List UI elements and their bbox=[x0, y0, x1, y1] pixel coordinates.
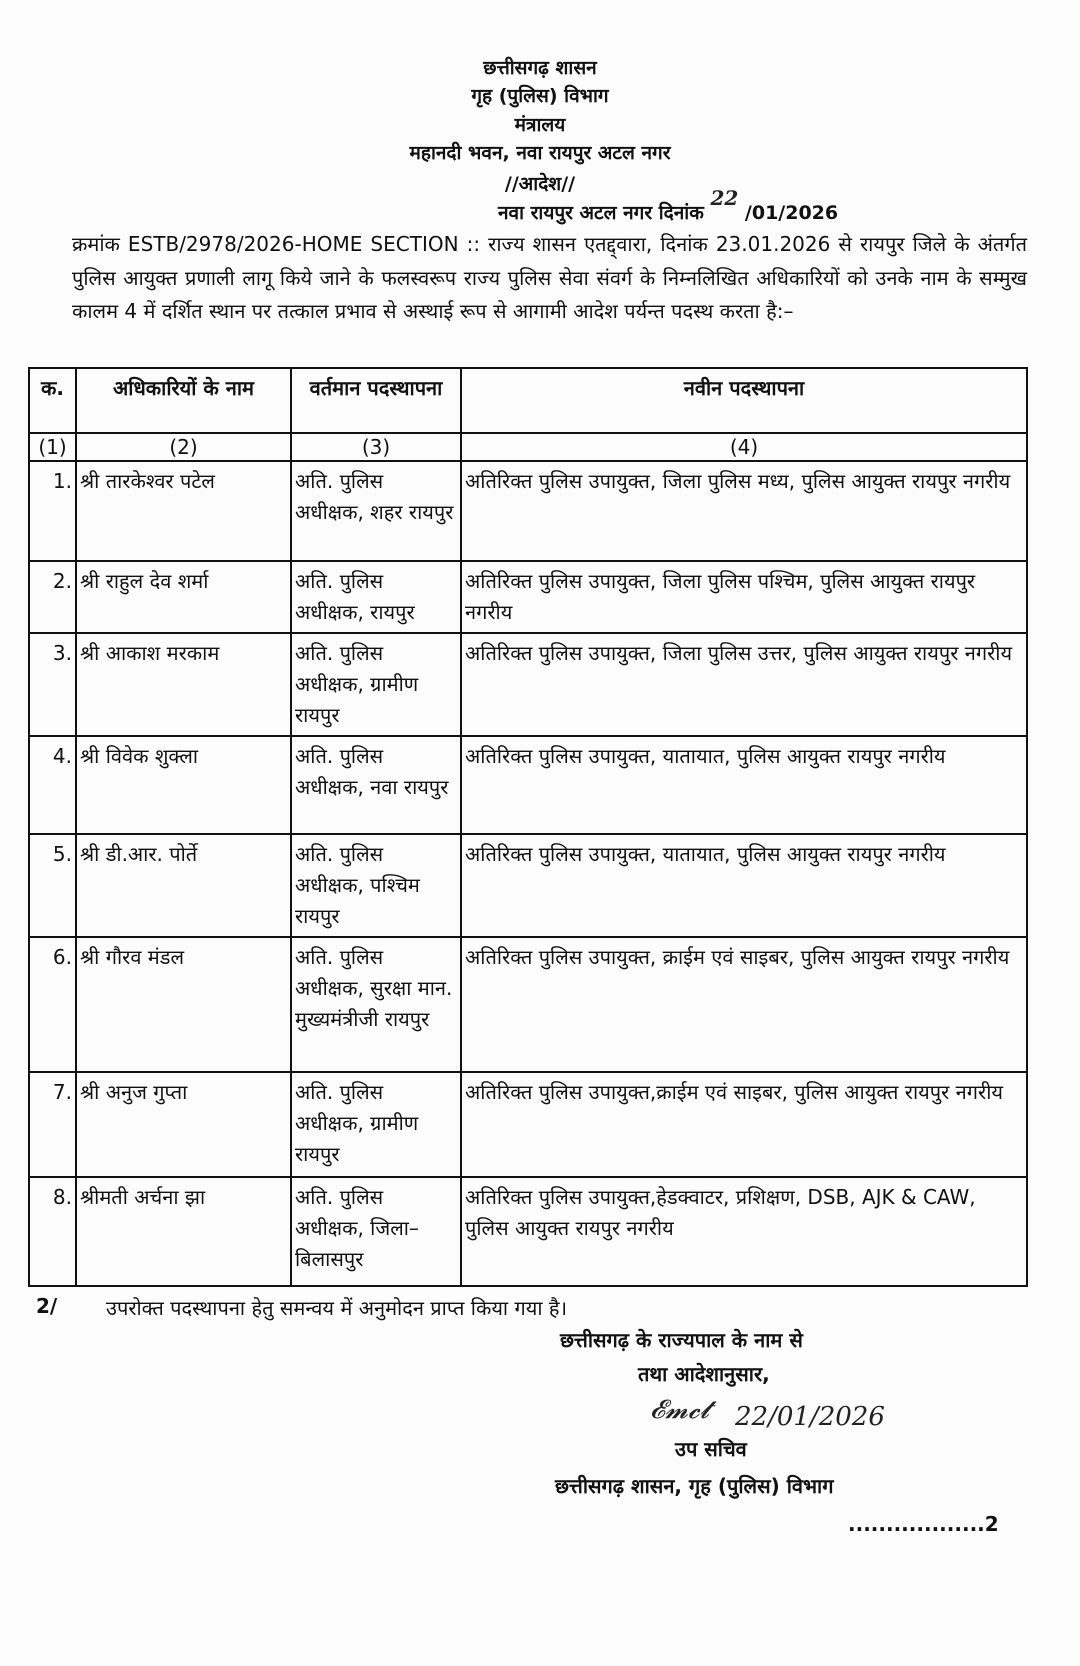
col-header-serial: क. bbox=[29, 368, 76, 433]
signatory-line2: तथा आदेशानुसार, bbox=[638, 1362, 770, 1386]
current-posting: अति. पुलिस अधीक्षक, सुरक्षा मान. मुख्यमंत्रीजी रायपुर bbox=[291, 937, 461, 1072]
new-posting: अतिरिक्त पुलिस उपायुक्त,हेडक्वाटर, प्रशिक्षण, DSB, AJK & CAW, पुलिस आयुक्त रायपुर नगरीय bbox=[461, 1177, 1027, 1286]
header-department: गृह (पुलिस) विभाग bbox=[471, 85, 609, 107]
row-serial: 7. bbox=[29, 1072, 76, 1177]
new-posting: अतिरिक्त पुलिस उपायुक्त, जिला पुलिस मध्य, पुलिस आयुक्त रायपुर नगरीय bbox=[461, 461, 1027, 561]
header-state: छत्तीसगढ़ शासन bbox=[483, 57, 597, 79]
point-text: उपरोक्त पदस्थापना हेतु समन्वय में अनुमोदन प्राप्त किया गया है। bbox=[106, 1296, 568, 1320]
current-posting: अति. पुलिस अधीक्षक, पश्चिम रायपुर bbox=[291, 834, 461, 937]
new-posting: अतिरिक्त पुलिस उपायुक्त, यातायात, पुलिस आयुक्त रायपुर नगरीय bbox=[461, 736, 1027, 834]
current-posting: अति. पुलिस अधीक्षक, ग्रामीण रायपुर bbox=[291, 633, 461, 736]
col-number: (2) bbox=[76, 433, 291, 461]
column-number-row bbox=[29, 433, 1027, 461]
current-posting: अति. पुलिस अधीक्षक, रायपुर bbox=[291, 561, 461, 633]
current-posting: अति. पुलिस अधीक्षक, जिला–बिलासपुर bbox=[291, 1177, 461, 1286]
posting-table bbox=[28, 367, 1028, 1287]
row-serial: 6. bbox=[29, 937, 76, 1072]
new-posting: अतिरिक्त पुलिस उपायुक्त, जिला पुलिस उत्तर, पुलिस आयुक्त रायपुर नगरीय bbox=[461, 633, 1027, 736]
officer-name: श्री विवेक शुक्ला bbox=[76, 736, 291, 834]
new-posting: अतिरिक्त पुलिस उपायुक्त, यातायात, पुलिस आयुक्त रायपुर नगरीय bbox=[461, 834, 1027, 937]
handwritten-signature: 𝓔𝓶𝓬𝓽 bbox=[650, 1395, 710, 1425]
date-day-handwritten: 22 bbox=[710, 186, 739, 210]
col-header-current: वर्तमान पदस्थापना bbox=[291, 368, 461, 433]
date-place: नवा रायपुर अटल नगर दिनांक bbox=[498, 202, 704, 224]
signature-date: 22/01/2026 bbox=[735, 1402, 885, 1432]
new-posting: अतिरिक्त पुलिस उपायुक्त, जिला पुलिस पश्चिम, पुलिस आयुक्त रायपुर नगरीय bbox=[461, 561, 1027, 633]
order-paragraph: क्रमांक ESTB/2978/2026-HOME SECTION :: राज्य शासन एतद्द्वारा, दिनांक 23.01.2026 से रायपुर जिले के अंतर्गत पुलिस आयुक्त प्रणाली लागू किये जाने के फलस्वरूप राज्य पुलिस सेवा संवर्ग के निम्नलिखित अधिकारियों को उनके नाम के सम्मुख कालम 4 में दर्शित स्थान पर तत्काल प्रभाव से अस्थाई रूप से आगामी आदेश पर्यन्त पदस्थ करता है:– bbox=[72, 232, 1027, 323]
row-serial: 5. bbox=[29, 834, 76, 937]
officer-name: श्री डी.आर. पोर्ते bbox=[76, 834, 291, 937]
order-date bbox=[498, 186, 839, 225]
table-row bbox=[29, 461, 1027, 561]
officer-name: श्री तारकेश्वर पटेल bbox=[76, 461, 291, 561]
table-row bbox=[29, 561, 1027, 633]
row-serial: 2. bbox=[29, 561, 76, 633]
order-title: //आदेश// bbox=[504, 173, 576, 195]
officer-name: श्रीमती अर्चना झा bbox=[76, 1177, 291, 1286]
col-number: (4) bbox=[461, 433, 1027, 461]
date-rest: /01/2026 bbox=[744, 202, 839, 224]
next-page-marker: ..................2 bbox=[848, 1512, 999, 1536]
table-row bbox=[29, 937, 1027, 1072]
current-posting: अति. पुलिस अधीक्षक, शहर रायपुर bbox=[291, 461, 461, 561]
row-serial: 8. bbox=[29, 1177, 76, 1286]
col-number: (3) bbox=[291, 433, 461, 461]
current-posting: अति. पुलिस अधीक्षक, नवा रायपुर bbox=[291, 736, 461, 834]
officer-name: श्री गौरव मंडल bbox=[76, 937, 291, 1072]
signatory-department: छत्तीसगढ़ शासन, गृह (पुलिस) विभाग bbox=[555, 1474, 834, 1498]
current-posting: अति. पुलिस अधीक्षक, ग्रामीण रायपुर bbox=[291, 1072, 461, 1177]
col-header-new: नवीन पदस्थापना bbox=[461, 368, 1027, 433]
officer-name: श्री राहुल देव शर्मा bbox=[76, 561, 291, 633]
col-header-name: अधिकारियों के नाम bbox=[76, 368, 291, 433]
row-serial: 3. bbox=[29, 633, 76, 736]
officer-name: श्री आकाश मरकाम bbox=[76, 633, 291, 736]
signatory-line1: छत्तीसगढ़ के राज्यपाल के नाम से bbox=[560, 1328, 803, 1352]
new-posting: अतिरिक्त पुलिस उपायुक्त,क्राईम एवं साइबर, पुलिस आयुक्त रायपुर नगरीय bbox=[461, 1072, 1027, 1177]
table-row bbox=[29, 834, 1027, 937]
table-row bbox=[29, 736, 1027, 834]
header-address: महानदी भवन, नवा रायपुर अटल नगर bbox=[409, 142, 671, 164]
officer-name: श्री अनुज गुप्ता bbox=[76, 1072, 291, 1177]
table-row bbox=[29, 633, 1027, 736]
table-header-row bbox=[29, 368, 1027, 433]
point-number: 2/ bbox=[36, 1294, 58, 1318]
header-ministry: मंत्रालय bbox=[514, 114, 566, 136]
table-row bbox=[29, 1072, 1027, 1177]
col-number: (1) bbox=[29, 433, 76, 461]
row-serial: 1. bbox=[29, 461, 76, 561]
row-serial: 4. bbox=[29, 736, 76, 834]
designation: उप सचिव bbox=[675, 1437, 747, 1461]
table-row bbox=[29, 1177, 1027, 1286]
new-posting: अतिरिक्त पुलिस उपायुक्त, क्राईम एवं साइबर, पुलिस आयुक्त रायपुर नगरीय bbox=[461, 937, 1027, 1072]
